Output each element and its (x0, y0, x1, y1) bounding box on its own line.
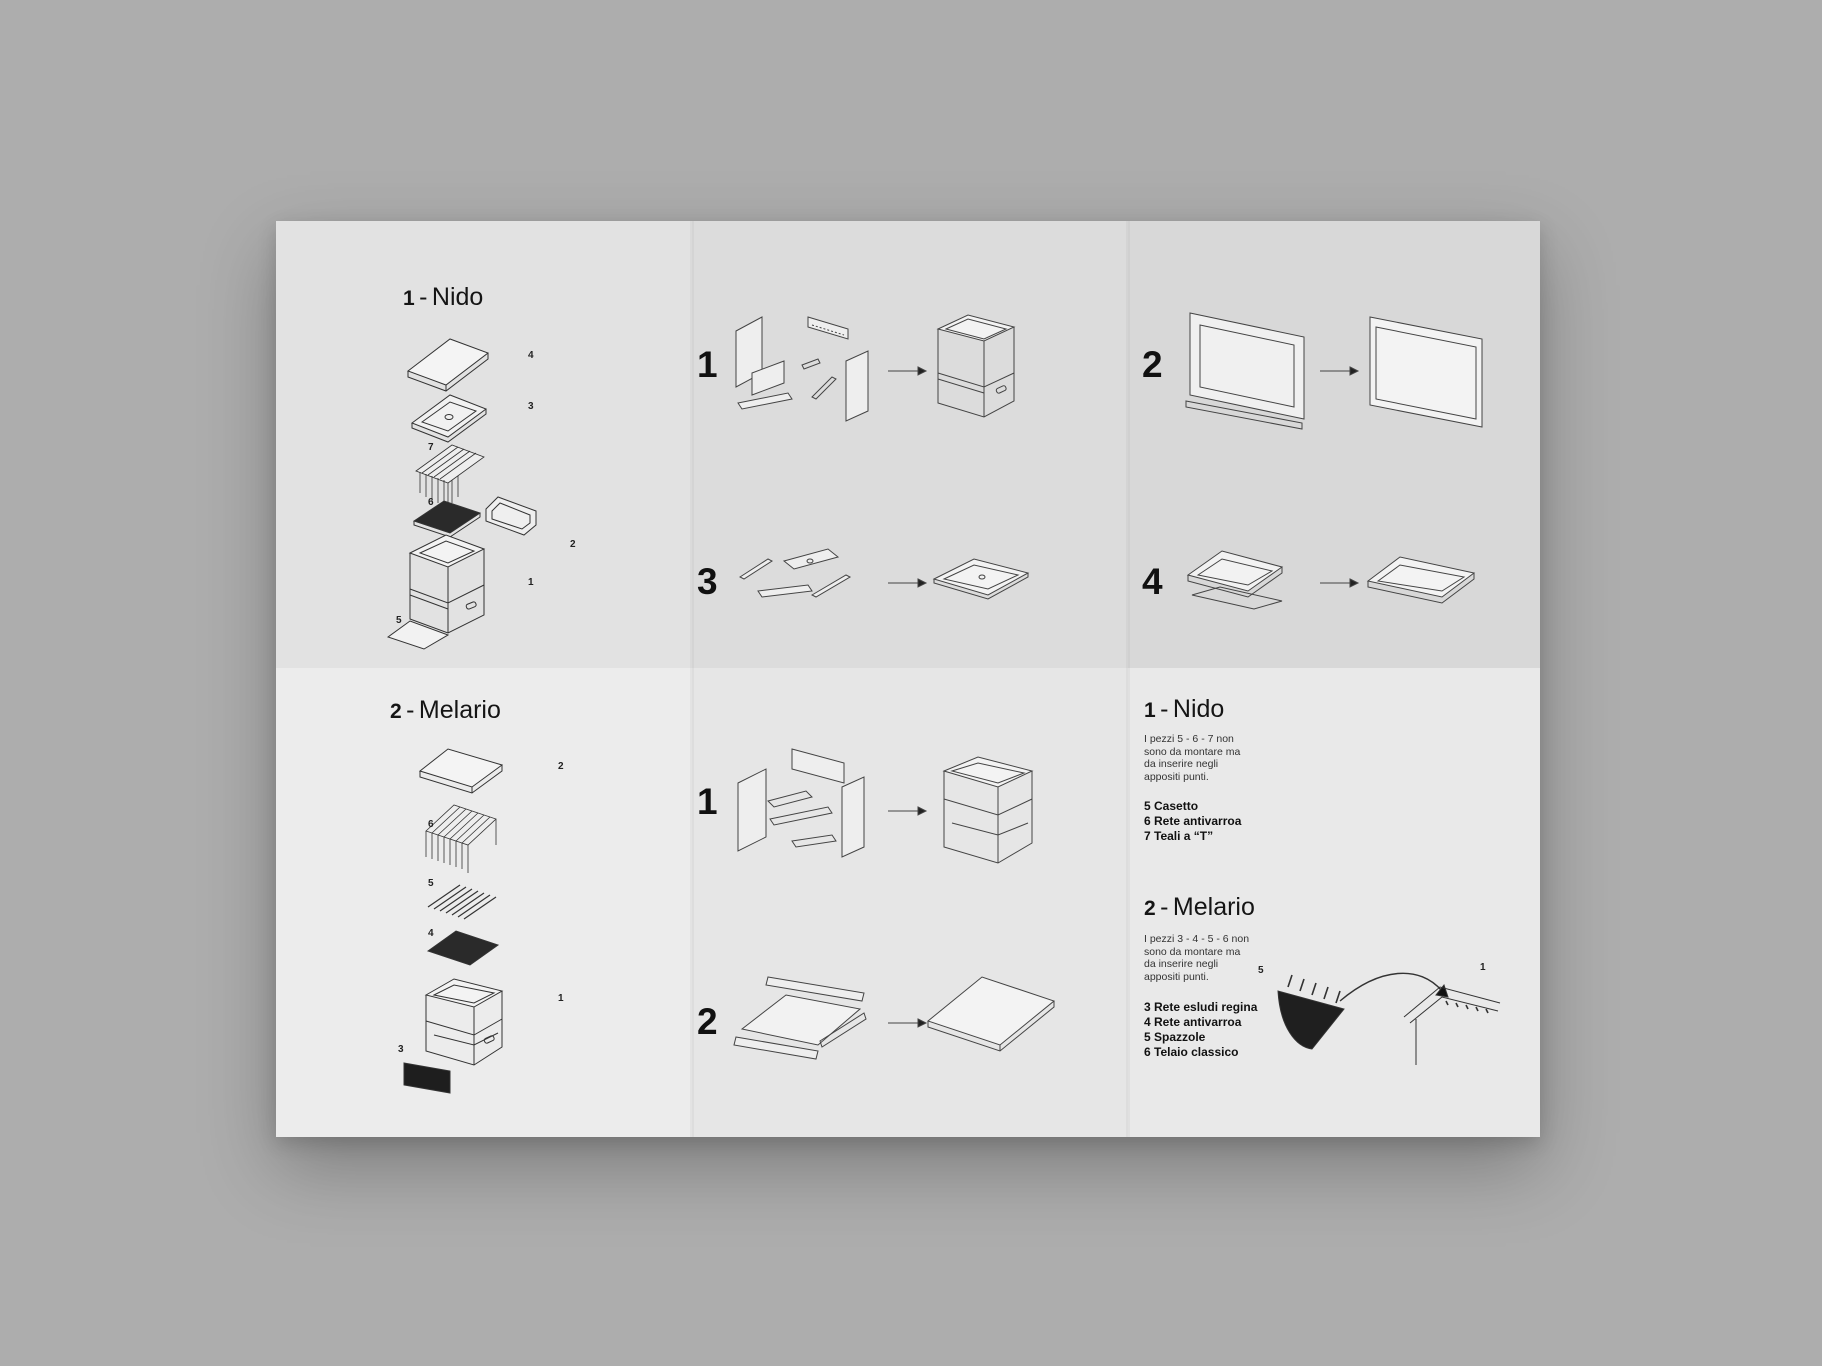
notes-melario-text: I pezzi 3 - 4 - 5 - 6 non sono da montare ma da inserire negli appositi punti. (1144, 933, 1250, 983)
nido-label: 5 (396, 615, 402, 626)
list-item: 7 Teali a “T” (1144, 829, 1214, 843)
notes-nido-heading: 1 - Nido (1144, 695, 1225, 723)
list-item: 5 Casetto (1144, 799, 1199, 813)
melario-label: 6 (428, 819, 434, 830)
step-number: 2 (1142, 344, 1163, 385)
list-item: 4 Rete antivarroa (1144, 1015, 1242, 1029)
nido-label: 6 (428, 497, 434, 508)
nido-label: 2 (570, 539, 576, 550)
fold-line (690, 221, 694, 1137)
step-number: 1 (697, 344, 718, 385)
nido-heading: 1 - Nido (403, 283, 484, 311)
nido-label: 4 (528, 350, 534, 361)
list-item: 3 Rete esludi regina (1144, 1000, 1258, 1014)
nido-exploded-drawing (386, 331, 576, 641)
melario-label: 1 (558, 993, 564, 1004)
detail-label: 5 (1258, 965, 1264, 976)
melario-exploded-drawing (406, 745, 576, 1075)
melario-label: 4 (428, 928, 434, 939)
step-1-box-drawing (728, 303, 1068, 433)
nido-label: 1 (528, 577, 534, 588)
step-number: 2 (697, 1001, 718, 1042)
notes-melario-heading: 2 - Melario (1144, 893, 1255, 921)
fold-line (1126, 221, 1130, 1137)
detail-label: 1 (1480, 962, 1486, 973)
notes-nido-parts-list (1144, 799, 1241, 844)
list-item: 6 Telaio classico (1144, 1045, 1239, 1059)
notes-melario-parts-list (1144, 1000, 1257, 1060)
notes-nido-text: I pezzi 5 - 6 - 7 non sono da montare ma da inserire negli appositi punti. (1144, 733, 1241, 783)
melario-heading: 2 - Melario (390, 696, 501, 724)
step-4-tray-drawing (1180, 531, 1500, 621)
list-item: 5 Spazzole (1144, 1030, 1206, 1044)
melario-step-1-box-drawing (732, 743, 1072, 883)
step-number: 4 (1142, 561, 1163, 602)
step-number: 3 (697, 561, 718, 602)
list-item: 6 Rete antivarroa (1144, 814, 1242, 828)
step-2-drawer-drawing (1180, 303, 1500, 433)
step-3-cover-drawing (728, 531, 1068, 621)
melario-label: 3 (398, 1044, 404, 1055)
melario-step-2-lid-drawing (728, 973, 1068, 1073)
melario-label: 5 (428, 878, 434, 889)
nido-label: 3 (528, 401, 534, 412)
nido-label: 7 (428, 442, 434, 453)
step-number: 1 (697, 781, 718, 822)
instruction-sheet (276, 221, 1540, 1137)
brush-insertion-drawing (1270, 957, 1530, 1067)
melario-label: 2 (558, 761, 564, 772)
